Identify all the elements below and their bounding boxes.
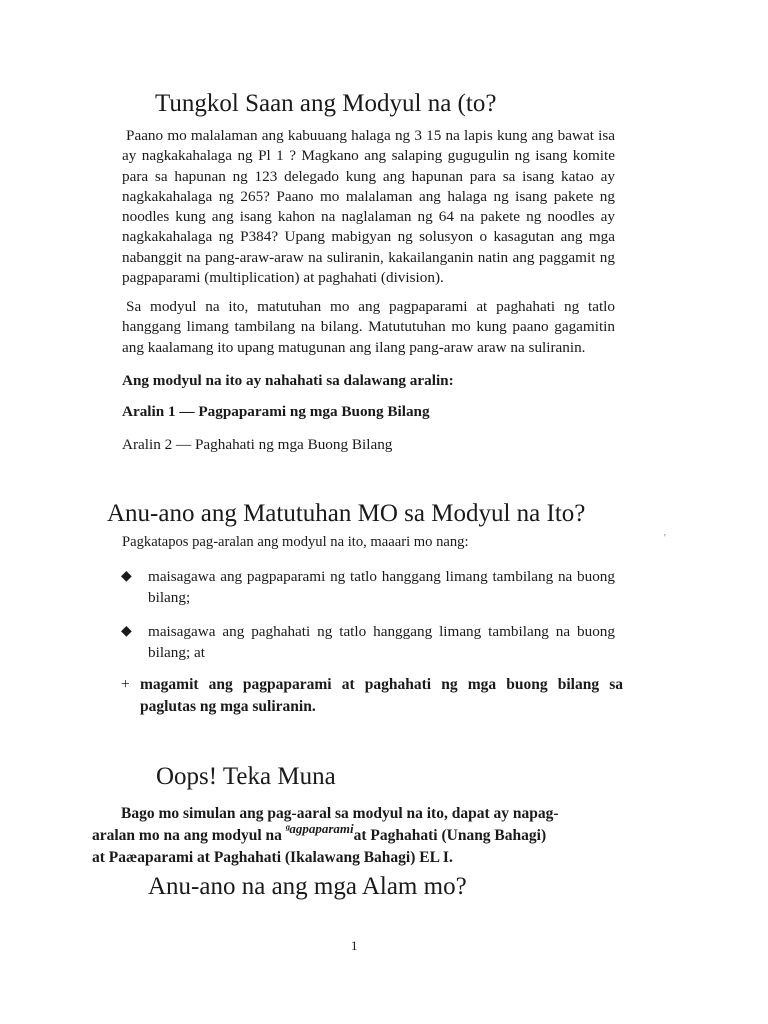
intro-paragraph-2: Sa modyul na ito, matutuhan mo ang pagpaparami at paghahati ng tatlo hanggang limang tambilang na bilang. Matututuhan mo kung paano gagamitin ang kaalamang ito upang matugunan ang ilang pang-araw araw na suliranin. [122,298,615,356]
lesson-2-title: Aralin 2 — Paghahati ng mga Buong Bilang [122,436,393,453]
objective-item: magamit ang pagpaparami at paghahati ng mga buong bilang sa paglutas ng mga suliranin. [140,676,623,715]
prerequisite-line-1: Bago mo simulan ang pag-aaral sa modyul na ito, dapat ay napag- [121,805,559,822]
objective-item: maisagawa ang paghahati ng tatlo hanggang limang tambilang na buong bilang; at [148,623,615,661]
section-heading-prerequisite: Oops! Teka Muna [156,763,336,790]
plus-bullet-icon: + [121,676,130,693]
lesson-1-title: Aralin 1 — Pagpaparami ng mga Buong Bilang [122,403,430,420]
objective-item: maisagawa ang pagpaparami ng tatlo hanggang limang tambilang na buong bilang; [148,568,615,606]
module-division-note: Ang modyul na ito ay nahahati sa dalawang aralin: [122,372,454,389]
section-heading-about-module: Tungkol Saan ang Modyul na (to? [155,90,497,117]
diamond-bullet-icon: ◆ [121,569,132,584]
stray-mark: ' [664,533,666,544]
page-number: 1 [351,938,358,953]
prerequisite-module-script-title: ᶢagpaparami [285,821,354,836]
diamond-bullet-icon: ◆ [121,624,132,639]
section-heading-pretest: Anu-ano na ang mga Alam mo? [148,873,467,900]
intro-paragraph-1: Paano mo malalaman ang kabuuang halaga ng 3 15 na lapis kung ang bawat isa ay nagkakahalaga ng Pl 1 ? Magkano ang salaping gugugulin ng isang komite para sa hapunan ng 123 delegado kung ang hapunan para sa isang katao ay nagkakahalaga ng 265? Paano mo malalaman ang halaga ng isang pakete ng noodles kung ang isang kahon na naglalaman ng 64 na pakete ng noodles ay nagkakahalaga ng P384? Upang mabigyan ng solusyon o kasagutan ang mga nabanggit na pang-araw-araw na suliranin, kakailanganin natin ang paggamit ng pagpaparami (multiplication) at paghahati (division). [122,127,615,287]
prerequisite-line-2-end: at Paghahati (Unang Bahagi) [353,827,547,844]
prerequisite-line-2-start: aralan mo na ang modyul na [92,827,282,844]
section-heading-objectives: Anu-ano ang Matutuhan MO sa Modyul na Ito? [107,500,586,527]
objectives-lead: Pagkatapos pag-aralan ang modyul na ito, maaari mo nang: [122,534,469,550]
prerequisite-line-2 [92,821,547,847]
prerequisite-line-3: at Paæaparami at Paghahati (Ikalawang Bahagi) EL I. [92,849,453,866]
